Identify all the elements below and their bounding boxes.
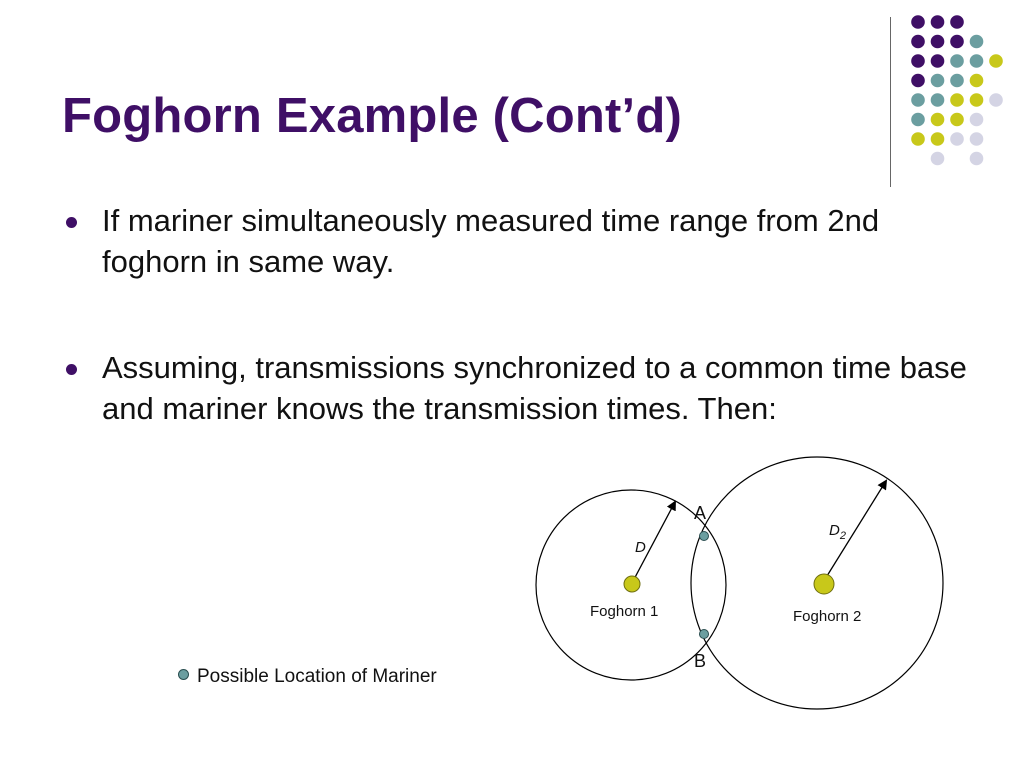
intersection-point-a — [700, 532, 709, 541]
bullet-text: Assuming, transmissions synchronized to a common time base and mariner knows the transmission times. Then: — [102, 350, 967, 426]
legend — [178, 666, 437, 688]
point-b-label: B — [694, 651, 707, 671]
range-2-letter: D — [829, 522, 840, 539]
point-a-label: A — [694, 503, 707, 523]
bullet-text: If mariner simultaneously measured time range from 2nd foghorn in same way. — [102, 203, 880, 279]
foghorn-2-label: Foghorn 2 — [793, 608, 862, 625]
range-2-label — [829, 522, 846, 542]
intersection-point-b — [700, 630, 709, 639]
legend-location-dot-icon — [178, 669, 189, 680]
legend-label: Possible Location of Mariner — [197, 666, 437, 687]
foghorn-1-label: Foghorn 1 — [590, 603, 659, 620]
foghorn-2-marker — [814, 574, 834, 594]
slide-title: Foghorn Example (Cont’d) — [62, 89, 682, 143]
range-2-subscript: 2 — [839, 530, 846, 542]
foghorn-1-marker — [624, 576, 640, 592]
range-1-label: D — [635, 539, 646, 556]
